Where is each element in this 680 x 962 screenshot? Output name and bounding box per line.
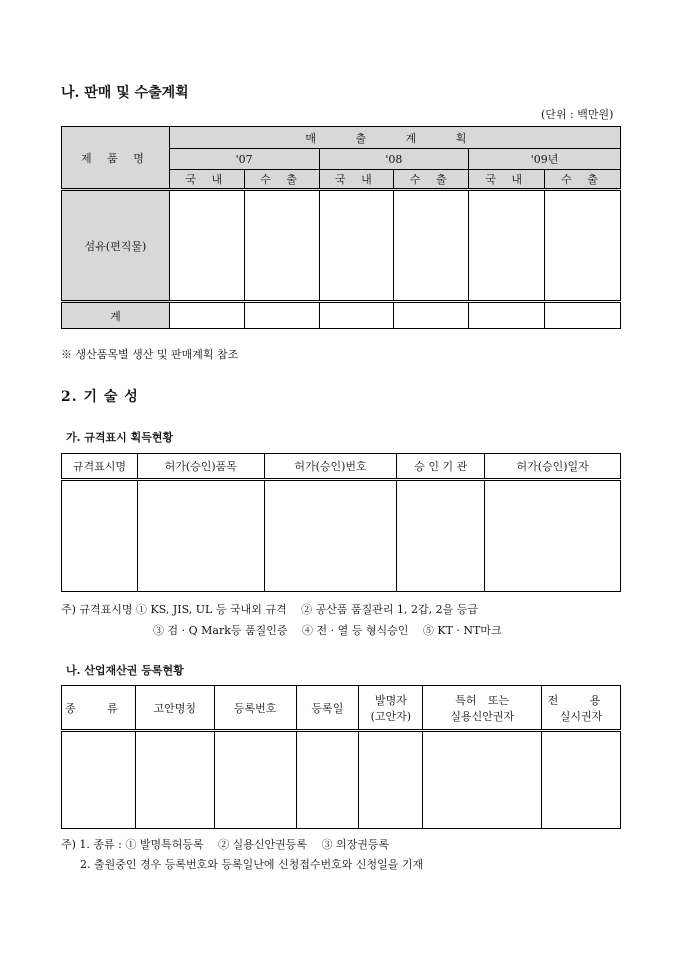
section-title-technology: 2. 기 술 성	[61, 389, 139, 405]
registration-date-header: 등록일	[296, 686, 359, 731]
type-header: 종 류	[62, 686, 136, 731]
sales-plan-header: 매 출 계 획	[169, 127, 620, 149]
table-cell	[469, 302, 545, 329]
standards-table	[61, 453, 621, 592]
patent-holder-header-line1: 특허 또는	[455, 693, 510, 707]
table-cell	[542, 731, 621, 829]
patent-holder-header-line2: 실용신안권자	[450, 709, 515, 723]
inventor-header-line2: (고안자)	[370, 709, 412, 723]
table-cell	[545, 190, 621, 302]
section-title-sales-export: 나. 판매 및 수출계획	[61, 85, 189, 101]
table-cell	[62, 480, 138, 592]
standards-note-line2: ③ 검 · Q Mark등 품질인증 ④ 전 · 열 등 형식승인 ⑤ KT · NT마크	[153, 624, 502, 637]
table-cell	[545, 302, 621, 329]
approval-date-header: 허가(승인)일자	[485, 454, 621, 480]
unit-label: (단위 : 백만원)	[541, 108, 614, 121]
table-cell	[319, 302, 394, 329]
table-cell	[394, 190, 469, 302]
table-cell	[469, 190, 545, 302]
ip-note-line2: 2. 출원중인 경우 등록번호와 등록일난에 신청접수번호와 신청일을 기재	[80, 858, 424, 871]
ip-table	[61, 685, 621, 829]
table-cell	[296, 731, 359, 829]
approved-item-header: 허가(승인)품목	[137, 454, 264, 480]
table-cell	[244, 190, 319, 302]
standards-note-line1: 주) 규격표시명 ① KS, JIS, UL 등 국내외 규격 ② 공산품 품질관리 1, 2갑, 2을 등급	[61, 603, 478, 616]
export-header: 수 출	[545, 170, 621, 190]
ip-note-line1: 주) 1. 종류 : ① 발명특허등록 ② 실용신안권등록 ③ 의장권등록	[61, 838, 390, 851]
approval-agency-header: 승 인 기 관	[397, 454, 485, 480]
licensee-header-line1: 전 용	[547, 693, 615, 707]
patent-holder-header	[423, 686, 542, 731]
table-cell	[62, 731, 136, 829]
domestic-header: 국 내	[319, 170, 394, 190]
table-cell	[135, 731, 214, 829]
table-cell	[169, 302, 244, 329]
table-cell	[214, 731, 296, 829]
standard-name-header: 규격표시명	[62, 454, 138, 480]
sales-note: ※ 생산품목별 생산 및 판매계획 참조	[61, 348, 239, 361]
subsection-title-standards: 가. 규격표시 획득현황	[66, 431, 174, 444]
table-cell	[244, 302, 319, 329]
table-cell	[485, 480, 621, 592]
export-header: 수 출	[394, 170, 469, 190]
export-header: 수 출	[244, 170, 319, 190]
title-header: 고안명칭	[135, 686, 214, 731]
inventor-header-line1: 발명자	[374, 693, 407, 707]
domestic-header: 국 내	[469, 170, 545, 190]
table-cell	[319, 190, 394, 302]
licensee-header	[542, 686, 621, 731]
domestic-header: 국 내	[169, 170, 244, 190]
table-cell	[394, 302, 469, 329]
total-label: 계	[62, 302, 170, 329]
licensee-header-line2: 실시권자	[559, 709, 603, 723]
year-header: '08	[319, 149, 469, 170]
table-cell	[423, 731, 542, 829]
table-cell	[397, 480, 485, 592]
table-cell	[359, 731, 423, 829]
table-cell	[264, 480, 397, 592]
inventor-header	[359, 686, 423, 731]
year-header: '09년	[469, 149, 621, 170]
row-label-textile: 섬유(편직물)	[62, 190, 170, 302]
table-cell	[169, 190, 244, 302]
product-name-header: 제 품 명	[62, 127, 170, 190]
approval-number-header: 허가(승인)번호	[264, 454, 397, 480]
registration-number-header: 등록번호	[214, 686, 296, 731]
subsection-title-ip: 나. 산업재산권 등록현황	[66, 664, 184, 677]
sales-export-table	[61, 126, 621, 329]
year-header: '07	[169, 149, 319, 170]
table-cell	[137, 480, 264, 592]
